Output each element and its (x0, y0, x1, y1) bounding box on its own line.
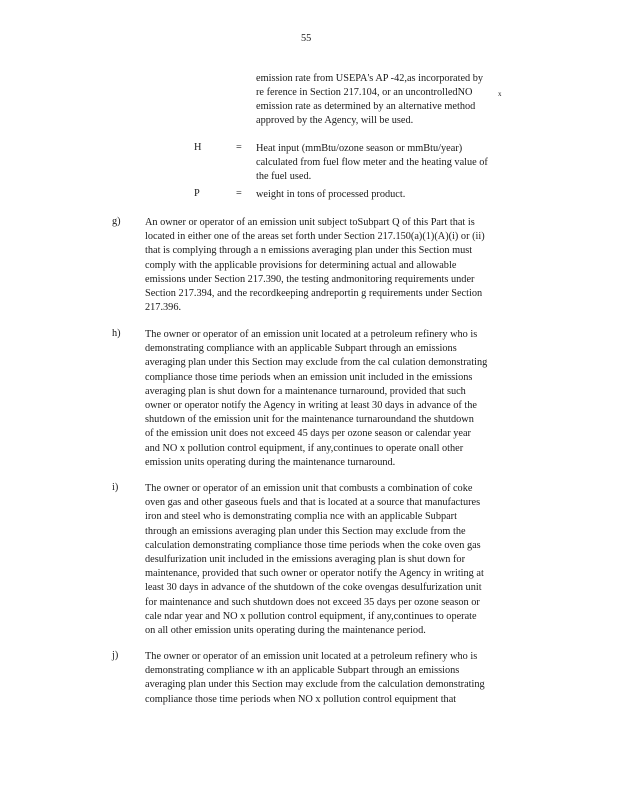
text-line: The owner or operator of an emission unit located at a petroleum refinery who is (145, 651, 478, 662)
text-line: emission rate as determined by an alternative method (256, 101, 476, 112)
text-line: that is complying through a n emissions averaging plan under this Section must (145, 245, 473, 257)
text-line: least 30 days in advance of the shutdown of the coke ovengas desulfurization unit (145, 582, 482, 594)
paragraph-label: j) (112, 650, 119, 661)
text-line: weight in tons of processed product. (256, 189, 406, 200)
definition-equals: = (236, 188, 242, 199)
text-line: 217.396. (145, 302, 182, 314)
text-line: emission units operating during the maintenance turnaround. (145, 456, 396, 468)
text-line: located in either one of the areas set forth under Section 217.150(a)(1)(A)(i) or (ii) (145, 231, 485, 243)
text-line: Heat input (mmBtu/ozone season or mmBtu/year) (256, 143, 463, 154)
text-line: The owner or operator of an emission unit that combusts a combination of coke (145, 483, 473, 494)
text-line: calculation demonstrating compliance those time periods when the coke oven gas (145, 539, 481, 551)
text-line: approved by the Agency, will be used. (256, 115, 414, 126)
text-line: through an emissions averaging plan under this Section may exclude from the (145, 525, 466, 537)
text-line: Section 217.394, and the recordkeeping andreportin g requirements under Section (145, 288, 483, 299)
text-line: oven gas and other gaseous fuels and that is located at a source that manufactures (145, 497, 481, 509)
text-line: maintenance, provided that such owner or operator notify the Agency in writing at (145, 568, 484, 580)
text-line: of the emission unit does not exceed 45 days per ozone season or calendar year (145, 428, 471, 440)
definition-equals: = (236, 142, 242, 153)
text-line: The owner or operator of an emission unit located at a petroleum refinery who is (145, 329, 478, 340)
text-line: emissions under Section 217.390, the testing andmonitoring requirements under (145, 273, 475, 285)
text-line: demonstrating compliance w ith an applicable Subpart through an emissions (145, 665, 460, 677)
page-number: 55 (301, 33, 312, 44)
text-line: An owner or operator of an emission unit subject toSubpart Q of this Part that is (145, 217, 475, 228)
paragraph-label: g) (112, 216, 121, 227)
text-line: comply with the applicable provisions for determining actual and allowable (145, 259, 457, 271)
subscript-x: x (498, 90, 502, 98)
text-line: demonstrating compliance with an applicable Subpart through an emissions (145, 343, 457, 355)
text-line: and NO x pollution control equipment, if any,continues to operate onall other (145, 442, 464, 454)
text-line: iron and steel who is demonstrating complia nce with an applicable Subpart (145, 511, 457, 523)
text-line: cale ndar year and NO x pollution control equipment, if any,continues to operate (145, 610, 477, 622)
text-line: owner or operator notify the Agency in writing at least 30 days in advance of the (145, 400, 477, 411)
text-line: averaging plan under this Section may exclude from the calculation demonstrating (145, 679, 485, 691)
text-line: compliance those time periods when an emission unit included in the emissions (145, 371, 473, 383)
text-line: averaging plan under this Section may exclude from the cal culation demonstrating (145, 357, 488, 369)
text-line: compliance those time periods when NO x pollution control equipment that (145, 693, 457, 705)
text-line: averaging plan is shut down for a maintenance turnaround, provided that such (145, 385, 466, 397)
text-line: the fuel used. (256, 171, 312, 182)
paragraph-label: i) (112, 482, 119, 493)
text-line: emission rate from USEPA's AP -42,as incorporated by (256, 73, 484, 84)
definition-symbol: H (194, 142, 202, 153)
text-line: desulfurization unit included in the emissions averaging plan is shut down for (145, 554, 466, 565)
definition-symbol: P (194, 188, 200, 199)
text-line: on all other emission units operating during the maintenance period. (145, 625, 426, 636)
text-line: shutdown of the emission unit for the maintenance turnaroundand the shutdown (145, 414, 474, 426)
text-line: calculated from fuel flow meter and the heating value of (256, 157, 488, 168)
paragraph-label: h) (112, 328, 121, 339)
text-line: for maintenance and such shutdown does not exceed 35 days per ozone season or (145, 596, 480, 608)
text-line: re ference in Section 217.104, or an uncontrolledNO (256, 87, 473, 98)
